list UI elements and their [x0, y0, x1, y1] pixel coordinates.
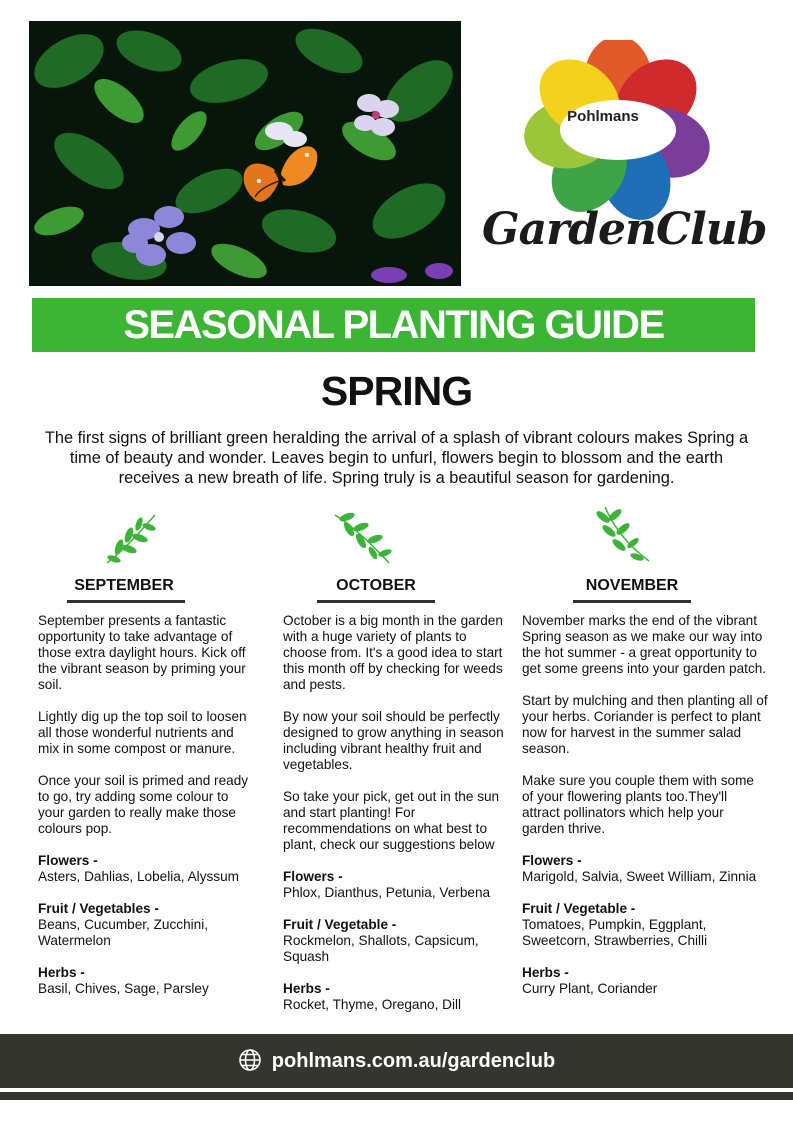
paragraph: October is a big month in the garden with a huge variety of plants to choose from. It's a good idea to start this month off by checking for weeds and pests.	[283, 613, 503, 692]
logo-script-text: GardenClub	[482, 204, 767, 255]
paragraph: September presents a fantastic opportunity to take advantage of those extra daylight hours. Kick off the vibrant season by priming your soil.	[38, 613, 246, 692]
fruit-block	[283, 917, 505, 965]
herbs-label: Herbs -	[283, 981, 330, 996]
heading-underline	[573, 600, 691, 603]
herbs-list: Rocket, Thyme, Oregano, Dill	[283, 997, 462, 1012]
flowers-block	[38, 853, 256, 885]
month-heading-november: NOVEMBER	[585, 577, 679, 594]
paragraph: Lightly dig up the top soil to loosen all those wonderful nutrients and mix in some compost or manure.	[38, 709, 247, 756]
flowers-list: Phlox, Dianthus, Petunia, Verbena	[283, 885, 491, 900]
heading-underline	[67, 600, 185, 603]
herbs-label: Herbs -	[522, 965, 569, 980]
fruit-list: Beans, Cucumber, Zucchini, Watermelon	[38, 917, 209, 948]
herbs-block	[38, 965, 256, 997]
flowers-label: Flowers -	[283, 869, 343, 884]
leaf-sprig-icon	[99, 507, 161, 569]
paragraph: November marks the end of the vibrant Spring season as we make our way into the hot summer - a great opportunity to get some greens into your garden patch.	[522, 613, 767, 676]
flowers-butterfly-image	[29, 21, 461, 286]
fruit-label: Fruit / Vegetable -	[283, 917, 397, 932]
column-october	[283, 613, 505, 1029]
page-title: SEASONAL PLANTING GUIDE	[32, 298, 755, 352]
herbs-block	[283, 981, 505, 1013]
paragraph: So take your pick, get out in the sun and start planting! For recommendations on what best to plant, check our suggestions below	[283, 789, 500, 852]
herbs-block	[522, 965, 768, 997]
paragraph: Start by mulching and then planting all of your herbs. Coriander is perfect to plant now for harvest in the summer salad season.	[522, 693, 768, 756]
flowers-list: Marigold, Salvia, Sweet William, Zinnia	[522, 869, 757, 884]
footer-divider	[0, 1092, 793, 1100]
footer-url-link[interactable]: pohlmans.com.au/gardenclub	[271, 1050, 556, 1072]
fruit-block	[522, 901, 768, 949]
flowers-label: Flowers -	[522, 853, 582, 868]
leaf-sprig-icon	[331, 507, 393, 569]
hero-photo	[29, 21, 461, 286]
fruit-list: Rockmelon, Shallots, Capsicum, Squash	[283, 933, 479, 964]
garden-club-logo	[478, 40, 768, 290]
flowers-list: Asters, Dahlias, Lobelia, Alyssum	[38, 869, 239, 884]
paragraph: Once your soil is primed and ready to go, try adding some colour to your garden to really make those colours pop.	[38, 773, 249, 836]
herbs-list: Curry Plant, Coriander	[522, 981, 658, 996]
paragraph: By now your soil should be perfectly designed to grow anything in season including vibrant healthy fruit and vegetables.	[283, 709, 504, 772]
column-september	[38, 613, 256, 1013]
column-november	[522, 613, 768, 1013]
flowers-block	[522, 853, 768, 885]
paragraph: Make sure you couple them with some of your flowering plants too.They'll attract pollinators which help your garden thrive.	[522, 773, 754, 836]
herbs-list: Basil, Chives, Sage, Parsley	[38, 981, 209, 996]
fruit-label: Fruit / Vegetables -	[38, 901, 159, 916]
flowers-label: Flowers -	[38, 853, 98, 868]
month-heading-september: SEPTEMBER	[74, 577, 174, 594]
fruit-block	[38, 901, 256, 949]
fruit-label: Fruit / Vegetable -	[522, 901, 636, 916]
herbs-label: Herbs -	[38, 965, 85, 980]
globe-icon	[238, 1048, 262, 1072]
flowers-block	[283, 869, 505, 901]
intro-paragraph: The first signs of brilliant green heralding the arrival of a splash of vibrant colours makes Spring a time of beauty and wonder. Leaves begin to unfurl, flowers begin to blossom and the earth receives a new breath of life. Spring truly is a beautiful season for gardening.	[44, 429, 749, 487]
month-heading-october: OCTOBER	[336, 577, 416, 594]
heading-underline	[317, 600, 435, 603]
footer-bar	[0, 1034, 793, 1088]
leaf-sprig-icon	[593, 503, 655, 565]
logo-brand-text: Pohlmans	[567, 108, 639, 125]
season-heading: SPRING	[320, 368, 473, 414]
fruit-list: Tomatoes, Pumpkin, Eggplant, Sweetcorn, Strawberries, Chilli	[522, 917, 708, 948]
